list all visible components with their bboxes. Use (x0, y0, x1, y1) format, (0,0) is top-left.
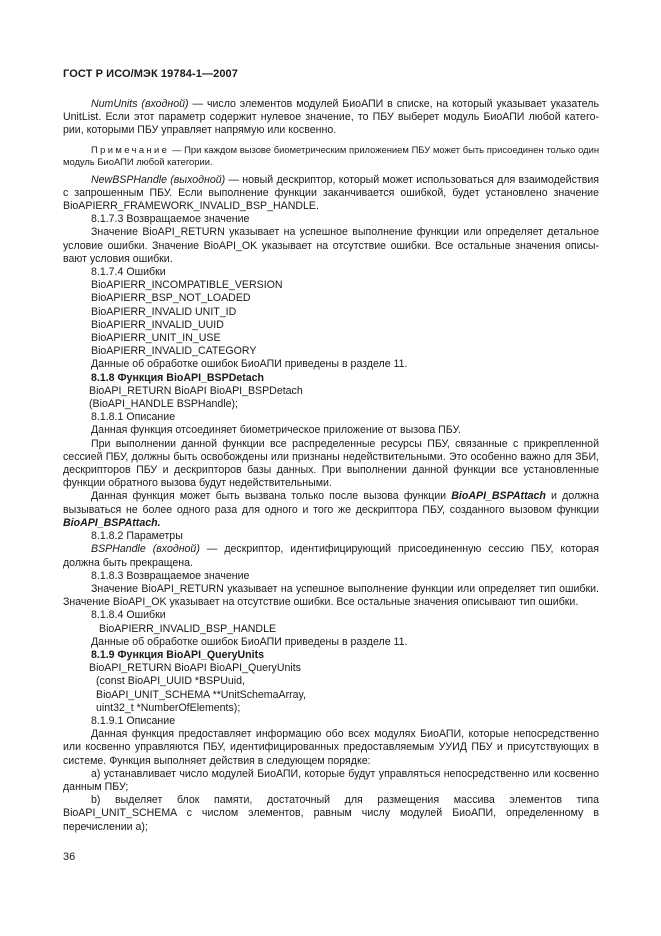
function-name: BioAPI_BSPAttach (451, 490, 546, 503)
error-code: BioAPIERR_INVALID_BSP_HANDLE (99, 622, 277, 635)
code-line: uint32_t *NumberOfElements); (96, 701, 241, 714)
paragraph: Данная функция предоставляет информацию обо всех модулях БиоАПИ, которые непосредственно или косвенно управляются ПБУ, идентифицированных предоставляемым УУИД ПБУ и присутствующих в системе. Функция выполняет действия в следующем порядке: (63, 728, 599, 767)
function-name: BioAPI_BSPAttach. (63, 516, 161, 529)
param-description: — дескриптор, идентифицирующий присоединенную сессию ПБУ, которая должна быть прекращена. (63, 543, 599, 569)
text-run: Данная функция может быть вызвана только после вызова функции (91, 490, 452, 503)
subsection-heading: 8.1.8.2 Параметры (91, 530, 183, 543)
code-line: (const BioAPI_UUID *BSPUuid, (96, 675, 245, 688)
param-bsphandle (63, 543, 599, 569)
page-number: 36 (63, 851, 76, 863)
text-run: и должна вызываться не более одного раза для одного и того же дескриптора ПБУ, созданного вызовом функции (63, 490, 599, 516)
paragraph: Данные об обработке ошибок БиоАПИ приведены в разделе 11. (91, 635, 408, 648)
error-code: BioAPIERR_INCOMPATIBLE_VERSION (91, 279, 283, 292)
section-heading: 8.1.8 Функция BioAPI_BSPDetach (91, 371, 265, 384)
subsection-heading: 8.1.8.4 Ошибки (91, 609, 166, 622)
note-label: Примечание (91, 143, 170, 155)
error-code: BioAPIERR_UNIT_IN_USE (91, 332, 221, 345)
param-description: — новый дескриптор, который может использоваться для взаимодействия с запрошенным ПБУ. Если выполнение функции заканчивается ошибкой, будет установлено значение BioAPIERR_FRAMEWORK_INVALID_BSP_HANDLE. (63, 173, 599, 213)
subsection-heading: 8.1.7.3 Возвращаемое значение (91, 213, 250, 226)
param-term: NewBSPHandle (выходной) (91, 173, 226, 186)
param-description: — число элементов модулей БиоАПИ в списке, на который указывает указатель UnitList. Если этот параметр содержит нулевое значение, то ПБУ выберет модуль БиоАПИ любой категории, которыми ПБУ управляет напрямую или косвенно. (63, 98, 599, 137)
subsection-heading: 8.1.9.1 Описание (91, 714, 176, 727)
paragraph: При выполнении данной функции все распределенные ресурсы ПБУ, связанные с прикрепленной сессией ПБУ, должны быть освобождены или признаны недействительными. Это особенно важно для ЗБИ, дескрипторов ПБУ и дескрипторов базы данных. При выполнении данной функции все установленные функции обратного вызова будут недействительными. (63, 437, 599, 490)
error-code: BioAPIERR_BSP_NOT_LOADED (91, 292, 251, 305)
code-line: BioAPI_RETURN BioAPI BioAPI_BSPDetach (89, 384, 303, 397)
note-text: — При каждом вызове биометрическим приложением ПБУ может быть присоединен только один модуль БиоАПИ любой категории. (63, 143, 599, 167)
param-term: BSPHandle (входной) (91, 543, 200, 556)
param-term: NumUnits (входной) (91, 98, 189, 110)
list-item: а) устанавливает число модулей БиоАПИ, которые будут управляться непосредственно или косвенно данным ПБУ; (63, 767, 599, 793)
paragraph: Данная функция отсоединяет биометрическое приложение от вызова ПБУ. (91, 424, 461, 437)
subsection-heading: 8.1.7.4 Ошибки (91, 266, 166, 279)
paragraph: Данные об обработке ошибок БиоАПИ приведены в разделе 11. (91, 358, 408, 371)
code-line: BioAPI_RETURN BioAPI BioAPI_QueryUnits (89, 662, 301, 675)
note (63, 144, 599, 168)
page-header: ГОСТ Р ИСО/МЭК 19784-1—2007 (63, 68, 238, 80)
subsection-heading: 8.1.8.1 Описание (91, 411, 176, 424)
section-heading: 8.1.9 Функция BioAPI_QueryUnits (91, 648, 265, 661)
code-line: (BioAPI_HANDLE BSPHandle); (89, 398, 238, 411)
error-code: BioAPIERR_INVALID_CATEGORY (91, 345, 257, 358)
param-newbsphandle (63, 174, 599, 214)
list-item: b) выделяет блок памяти, достаточный для размещения массива элементов типа BioAPI_UNIT_SCHEMA с числом элементов, равным числу модулей БиоАПИ, определенному в перечислении а); (63, 794, 599, 833)
error-code: BioAPIERR_INVALID_UUID (91, 318, 224, 331)
param-numunits (63, 98, 599, 138)
paragraph (63, 490, 599, 530)
page-body (63, 98, 599, 834)
subsection-heading: 8.1.8.3 Возвращаемое значение (91, 569, 250, 582)
paragraph: Значение BioAPI_RETURN указывает на успешное выполнение функции или определяет тип ошибки. Значение BioAPI_OK указывает на отсутствие ошибки. Все остальные значения описывают тип ошибки. (63, 582, 599, 609)
code-line: BioAPI_UNIT_SCHEMA **UnitSchemaArray, (96, 688, 306, 701)
paragraph: Значение BioAPI_RETURN указывает на успешное выполнение функции или определяет детальное условие ошибки. Значение BioAPI_OK указывает на отсутствие ошибки. Все остальные значения описывают условия ошибки. (63, 226, 599, 265)
error-code: BioAPIERR_INVALID UNIT_ID (91, 305, 237, 318)
